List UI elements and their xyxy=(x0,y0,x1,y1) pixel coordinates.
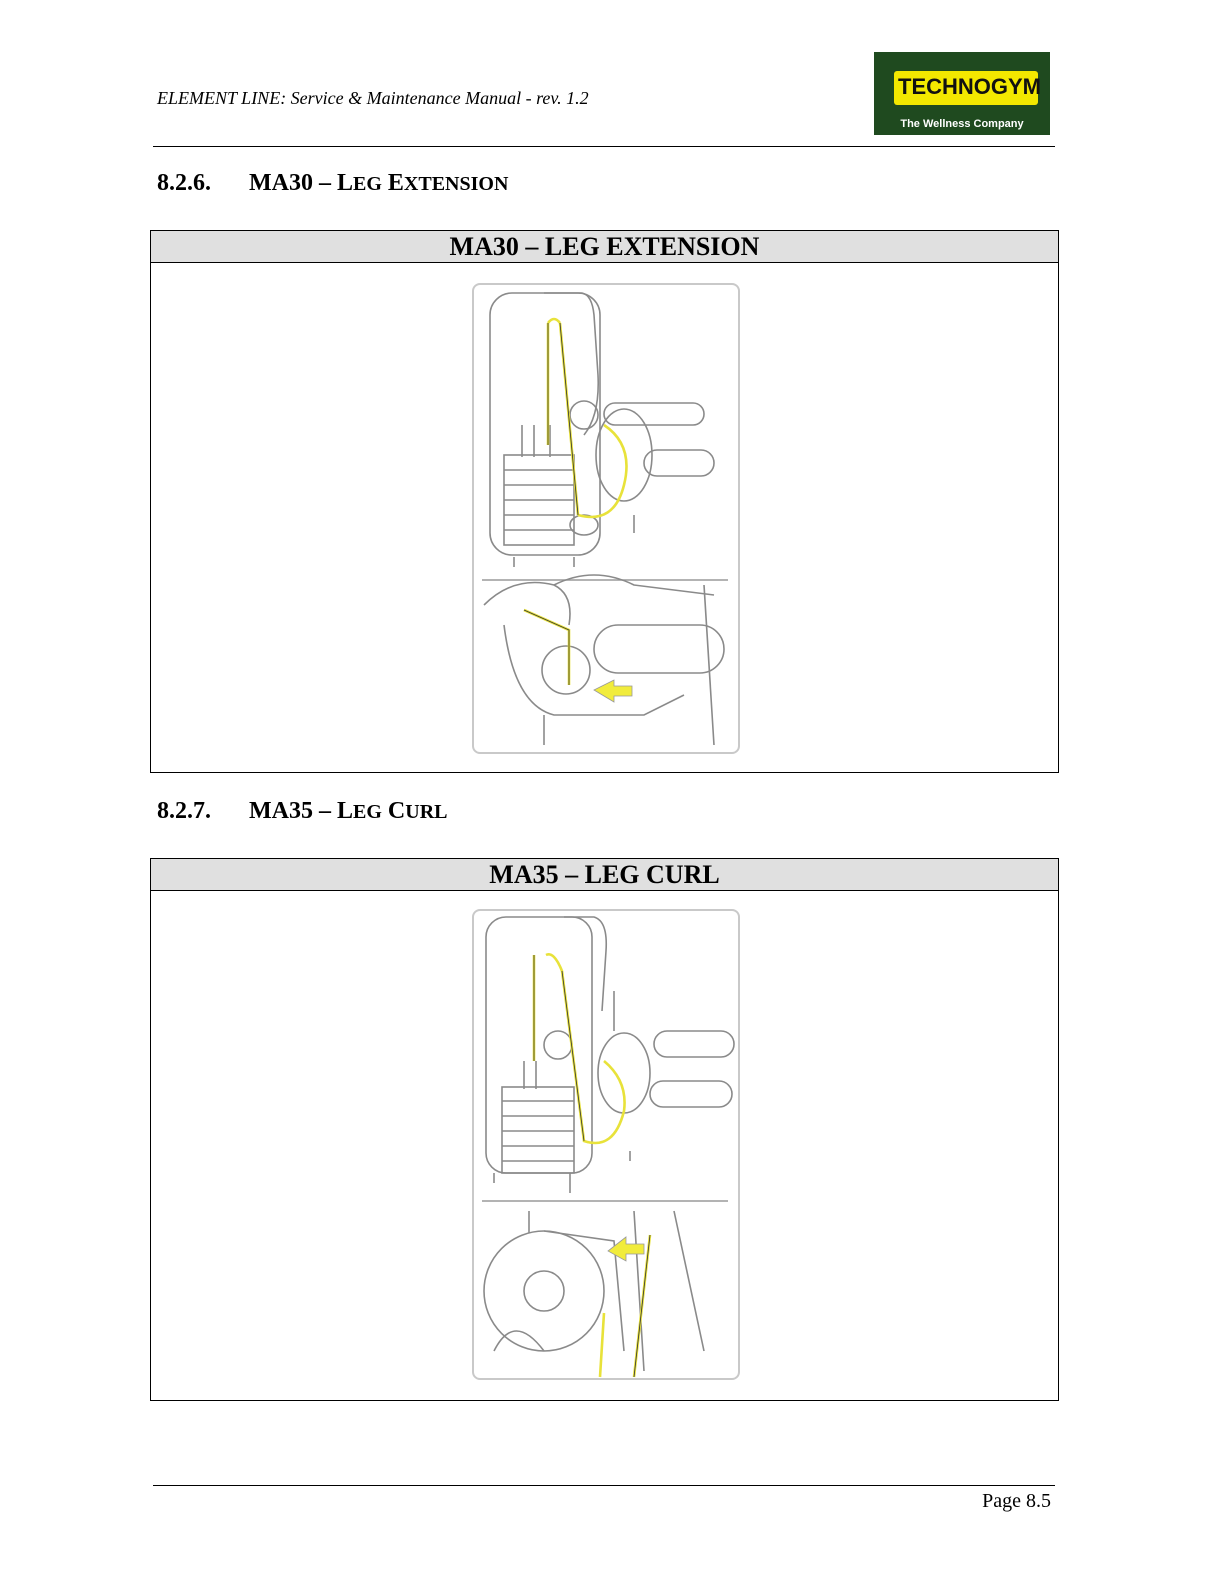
heading-small-caps: XTENSION xyxy=(403,173,509,195)
header-divider xyxy=(153,146,1055,147)
heading-small-caps: EG xyxy=(353,801,382,823)
leg-curl-illustration xyxy=(474,911,738,1378)
manual-title: ELEMENT LINE: Service & Maintenance Manual - rev. 1.2 xyxy=(157,88,589,108)
section-heading-ma35 xyxy=(157,798,447,825)
logo-wordmark: TECHNOGYM xyxy=(898,74,1041,99)
page-number: Page 8.5 xyxy=(982,1490,1051,1512)
section-heading-ma30 xyxy=(157,170,508,197)
section-number: 8.2.6. xyxy=(157,170,211,196)
cable-path xyxy=(524,319,627,685)
leg-curl-diagram xyxy=(472,909,740,1380)
arrow-indicator xyxy=(594,680,632,702)
heading-gap: E xyxy=(381,170,404,196)
table-caption: MA35 – LEG CURL xyxy=(151,859,1058,891)
table-caption: MA30 – LEG EXTENSION xyxy=(151,231,1058,263)
leg-extension-diagram xyxy=(472,283,740,754)
heading-lead: MA35 – L xyxy=(249,798,353,824)
heading-small-caps: URL xyxy=(405,801,448,823)
technogym-logo xyxy=(874,52,1050,135)
heading-small-caps: EG xyxy=(353,173,382,195)
leg-extension-illustration xyxy=(474,285,738,752)
section-number: 8.2.7. xyxy=(157,798,211,824)
heading-gap: C xyxy=(381,798,406,824)
footer-divider xyxy=(153,1485,1055,1486)
heading-lead: MA30 – L xyxy=(249,170,353,196)
logo-tagline: The Wellness Company xyxy=(900,118,1024,130)
figure-table-ma35 xyxy=(150,858,1059,1401)
figure-table-ma30 xyxy=(150,230,1059,773)
